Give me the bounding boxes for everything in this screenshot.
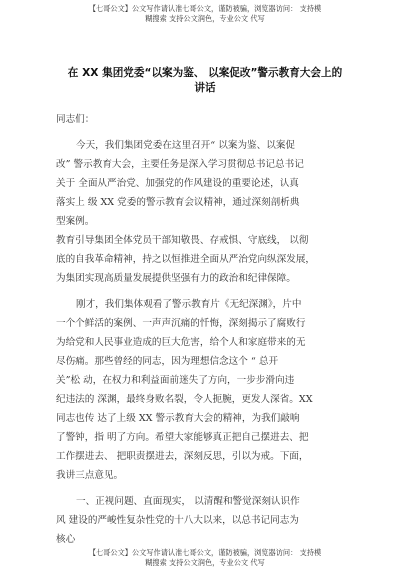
header-banner-line-2: 糊搜索 支持公文润色，专业公文 代写 [145, 14, 265, 23]
paragraph-line: 纪违法的 深渊，最终身败名裂，令人扼腕，更发人深省。XX [56, 394, 313, 405]
paragraph-line: 一、正视问题、直面现实， 以清醒和警觉深刻认识作 [76, 496, 300, 507]
paragraph-line: 我讲三点意见。 [56, 470, 124, 481]
header-banner-line-1: 【七哥公文】公文写作请认准七哥公文，谨防被骗，浏览器访问： 支持模 [88, 4, 322, 13]
paragraph-line: 教育引导集团全体党员干部知敬畏、存戒惧、守底线， 以彻 [56, 235, 309, 246]
paragraph-line: 落实上 级 XX 党委的警示教育会议精神，通过深刻剖析典 [56, 197, 300, 208]
paragraph-1 [56, 136, 356, 231]
paragraph-line: 风 建设的严峻性复杂性党的十八大以来，以总书记同志为 [56, 515, 299, 526]
title-line-1: 在 XX 集团党委“以案为鉴、 以案促改”警示教育大会上的 [67, 67, 343, 79]
paragraph-line: 一个个鲜活的案例、一声声沉痛的忏悔，深刻揭示了腐败行 [56, 318, 306, 329]
document-title [40, 66, 370, 96]
footer-banner [0, 548, 410, 568]
document-body [56, 110, 356, 549]
paragraph-line: 同志也传 达了上级 XX 警示教育大会的精神，为我们敲响 [56, 413, 300, 424]
paragraph-line: 关于 全面从严治党、加强党的作风建设的重要论述，认真 [56, 178, 299, 189]
paragraph-2 [56, 231, 356, 288]
footer-banner-line-1: 【七哥公文】公文写作请认准七哥公文，谨防被骗，浏览器访问： 支持模 [88, 548, 322, 557]
paragraph-3 [56, 295, 356, 485]
paragraph-line: 为集团实现高质量发展提供坚强有力的政治和纪律保障。 [56, 273, 296, 284]
title-line-2: 讲话 [194, 82, 216, 94]
paragraph-line: 今天，我们集团党委在这里召开“ 以案为鉴、以案促 [76, 140, 296, 151]
paragraph-line: 工作摆进去、 把职责摆进去，深刻反思，引以为戒。下面， [56, 451, 309, 462]
paragraph-line: 核心 [56, 534, 76, 545]
paragraph-4 [56, 492, 356, 549]
paragraph-line: 了警钟，指 明了方向。希望大家能够真正把自己摆进去、把 [56, 432, 309, 443]
paragraph-line: 关”松 动，在权力和利益面前迷失了方向，一步步滑向违 [56, 375, 295, 386]
header-banner [0, 4, 410, 24]
footer-banner-line-2: 糊搜索 支持公文润色，专业公文 代写 [145, 558, 265, 567]
paragraph-line: 改” 警示教育大会，主要任务是深入学习贯彻总书记总书记 [56, 159, 304, 170]
paragraph-line: 刚才，我们集体观看了警示教育片《无纪深渊》，片中 [76, 299, 302, 310]
paragraph-line: 为给党和人民事业造成的巨大危害，给个人和家庭带来的无 [56, 337, 306, 348]
paragraph-line: 型案例。 [56, 216, 95, 227]
salutation: 同志们： [56, 114, 95, 125]
paragraph-line: 尽伤痛。那些曾经的同志，因为理想信念这个 “ 总开 [56, 356, 279, 367]
paragraph-line: 底的自我革命精神，持之以恒推进全面从严治党向纵深发展， [56, 254, 316, 265]
